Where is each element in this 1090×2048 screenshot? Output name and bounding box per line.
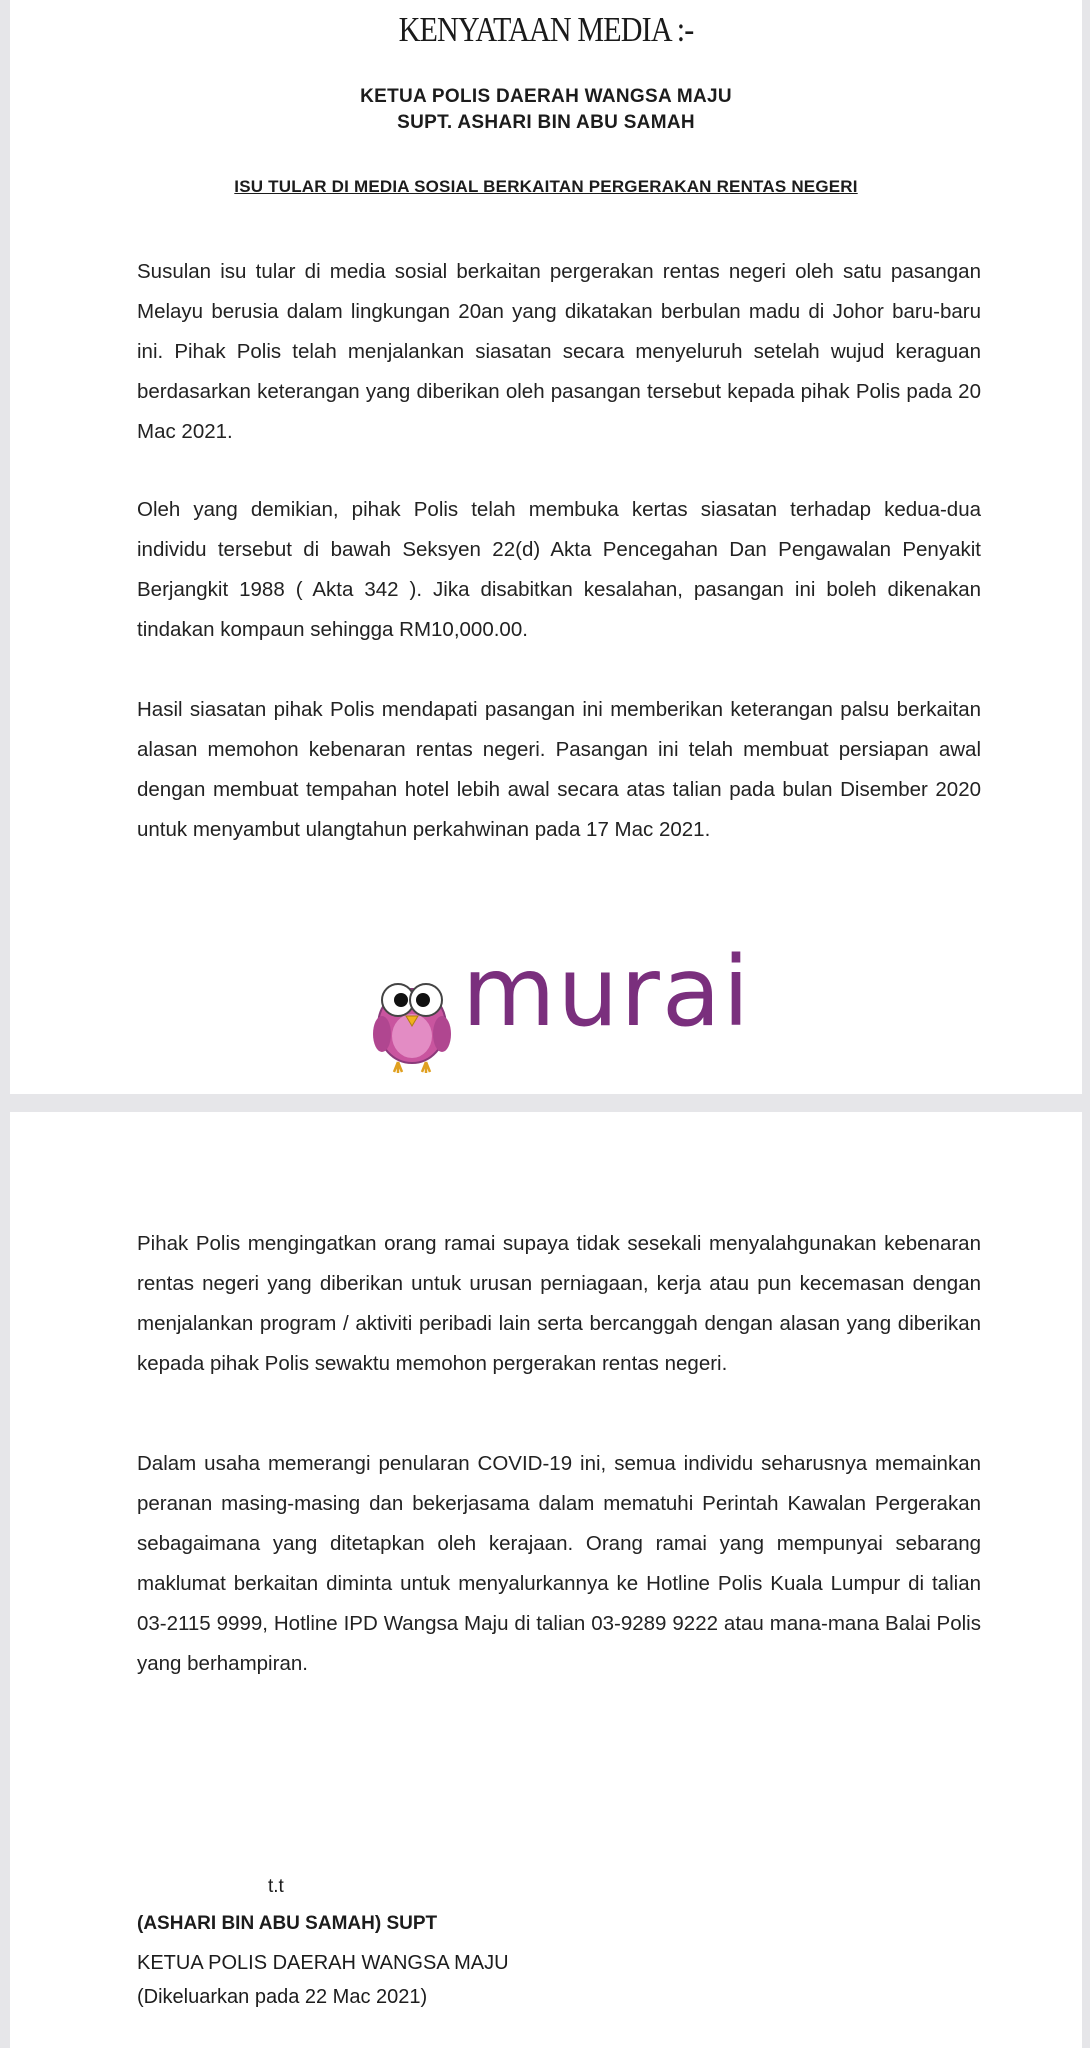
issuer-header [10, 84, 1082, 136]
murai-logo [368, 936, 752, 1070]
owl-icon [368, 976, 458, 1076]
issuer-position: KETUA POLIS DAERAH WANGSA MAJU [360, 86, 732, 107]
murai-wordmark: murai [462, 936, 752, 1048]
paragraph-2: Oleh yang demikian, pihak Polis telah membuka kertas siasatan terhadap kedua-dua individu tersebut di bawah Seksyen 22(d) Akta Pencegahan Dan Pengawalan Penyakit Berjangkit 1988 ( Akta 342 ). Jika disabitkan kesalahan, pasangan ini boleh dikenakan tindakan kompaun sehingga RM10,000.00. [137, 498, 981, 641]
issue-date: (Dikeluarkan pada 22 Mac 2021) [137, 1986, 428, 2008]
paragraph-1: Susulan isu tular di media sosial berkaitan pergerakan rentas negeri oleh satu pasangan Melayu berusia dalam lingkungan 20an yang dikatakan berbulan madu di Johor baru-baru ini. Pihak Polis telah menjalankan siasatan secara menyeluruh setelah wujud keraguan berdasarkan keterangan yang diberikan oleh pasangan tersebut kepada pihak Polis pada 20 Mac 2021. [137, 260, 981, 443]
signatory-name: (ASHARI BIN ABU SAMAH) SUPT [137, 1913, 438, 1934]
paragraph-4: Pihak Polis mengingatkan orang ramai supaya tidak sesekali menyalahgunakan kebenaran rentas negeri yang diberikan untuk urusan perniagaan, kerja atau pun kecemasan dengan menjalankan program / aktiviti peribadi lain serta bercanggah dengan alasan yang diberikan kepada pihak Polis sewaktu memohon pergerakan rentas negeri. [137, 1232, 981, 1375]
document-title: KENYATAAN MEDIA :- [398, 10, 694, 49]
issuer-name: SUPT. ASHARI BIN ABU SAMAH [397, 112, 695, 133]
subject-heading: ISU TULAR DI MEDIA SOSIAL BERKAITAN PERGERAKAN RENTAS NEGERI [234, 177, 858, 196]
paragraph-3: Hasil siasatan pihak Polis mendapati pasangan ini memberikan keterangan palsu berkaitan alasan memohon kebenaran rentas negeri. Pasangan ini telah membuat persiapan awal dengan membuat tempahan hotel lebih awal secara atas talian pada bulan Disember 2020 untuk menyambut ulangtahun perkahwinan pada 17 Mac 2021. [137, 698, 981, 841]
document-page-2 [10, 1112, 1082, 2048]
document-page-1 [10, 0, 1082, 1094]
signature-mark: t.t [268, 1876, 284, 1897]
paragraph-5: Dalam usaha memerangi penularan COVID-19 ini, semua individu seharusnya memainkan peranan masing-masing dan bekerjasama dalam mematuhi Perintah Kawalan Pergerakan sebagaimana yang ditetapkan oleh kerajaan. Orang ramai yang mempunyai sebarang maklumat berkaitan diminta untuk menyalurkannya ke Hotline Polis Kuala Lumpur di talian 03-2115 9999, Hotline IPD Wangsa Maju di talian 03-9289 9222 atau mana-mana Balai Polis yang berhampiran. [137, 1452, 981, 1675]
signatory-title: KETUA POLIS DAERAH WANGSA MAJU [137, 1952, 509, 1974]
